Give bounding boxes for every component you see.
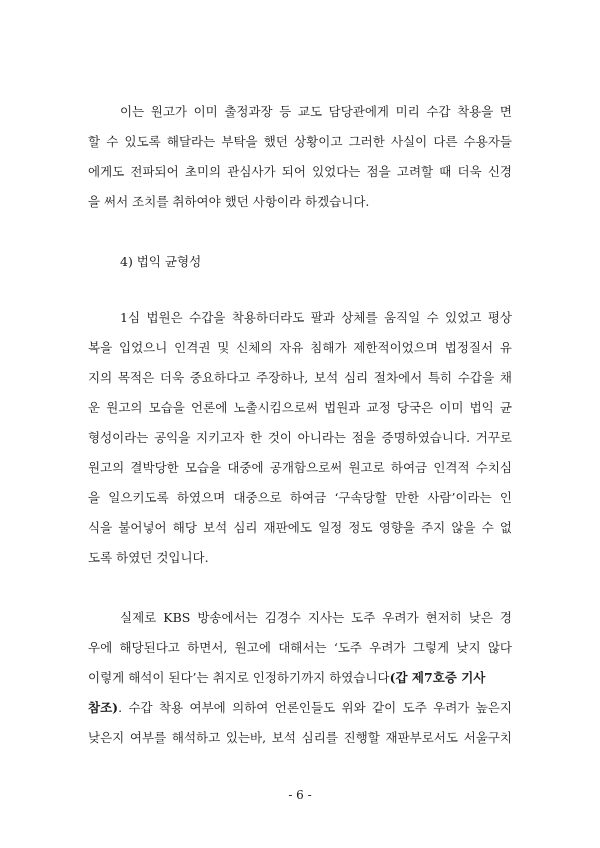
section-heading: 4) 법익 균형성 xyxy=(120,254,202,269)
paragraph-1-line-2: 할 수 있도록 해달라는 부탁을 했던 상황이고 그러한 사실이 다른 수용자들 xyxy=(88,134,512,149)
paragraph-2-line-6: 원고의 결박당한 모습을 대중에 공개함으로써 원고로 하여금 인격적 수치심 xyxy=(88,460,512,475)
paragraph-2-line-1: 1심 법원은 수갑을 착용하더라도 팔과 상체를 움직일 수 있었고 평상 xyxy=(120,310,512,325)
evidence-reference-start: (갑 제7호증 기사 xyxy=(389,670,486,685)
paragraph-2-line-8: 식을 불어넣어 해당 보석 심리 재판에도 일정 정도 영향을 주지 않을 수 없 xyxy=(88,520,512,535)
paragraph-3-line-3-text: 이렇게 해석이 된다’는 취지로 인정하기까지 하였습니다 xyxy=(88,670,390,685)
paragraph-2-line-3: 지의 목적은 더욱 중요하다고 주장하나, 보석 심리 절차에서 특히 수갑을 채 xyxy=(88,370,512,385)
paragraph-3-line-5: 낮은지 여부를 해석하고 있는바, 보석 심리를 진행할 재판부로서도 서울구치 xyxy=(88,730,512,745)
paragraph-2-line-7: 을 일으키도록 하였으며 대중으로 하여금 ‘구속당할 만한 사람’이라는 인 xyxy=(88,490,512,505)
paragraph-1-line-4: 을 써서 조치를 취하여야 했던 사항이라 하겠습니다. xyxy=(88,194,370,209)
paragraph-1-line-3: 에게도 전파되어 초미의 관심사가 되어 있었다는 점을 고려할 때 더욱 신경 xyxy=(88,164,512,179)
paragraph-3-line-4 xyxy=(88,700,512,716)
paragraph-2-line-5: 형성이라는 공익을 지키고자 한 것이 아니라는 점을 증명하였습니다. 거꾸로 xyxy=(88,430,512,445)
paragraph-2-line-9: 도록 하였던 것입니다. xyxy=(88,550,209,565)
paragraph-3-line-3 xyxy=(88,670,512,686)
paragraph-3-line-1: 실제로 KBS 방송에서는 김경수 지사는 도주 우려가 현저히 낮은 경 xyxy=(120,610,512,625)
evidence-reference-end: 참조) xyxy=(88,700,119,715)
paragraph-3-line-2: 우에 해당된다고 하면서, 원고에 대해서는 ‘도주 우려가 그렇게 낮지 않다 xyxy=(88,640,512,655)
paragraph-2-line-4: 운 원고의 모습을 언론에 노출시킴으로써 법원과 교정 당국은 이미 법익 균 xyxy=(88,400,512,415)
paragraph-2-line-2: 복을 입었으니 인격권 및 신체의 자유 침해가 제한적이었으며 법정질서 유 xyxy=(88,340,512,355)
page-number: - 6 - xyxy=(288,788,312,802)
paragraph-3-line-4-text: . 수갑 착용 여부에 의하여 언론인들도 위와 같이 도주 우려가 높은지 xyxy=(118,700,512,715)
paragraph-1-line-1: 이는 원고가 이미 출정과장 등 교도 담당관에게 미리 수갑 착용을 면 xyxy=(120,104,512,119)
